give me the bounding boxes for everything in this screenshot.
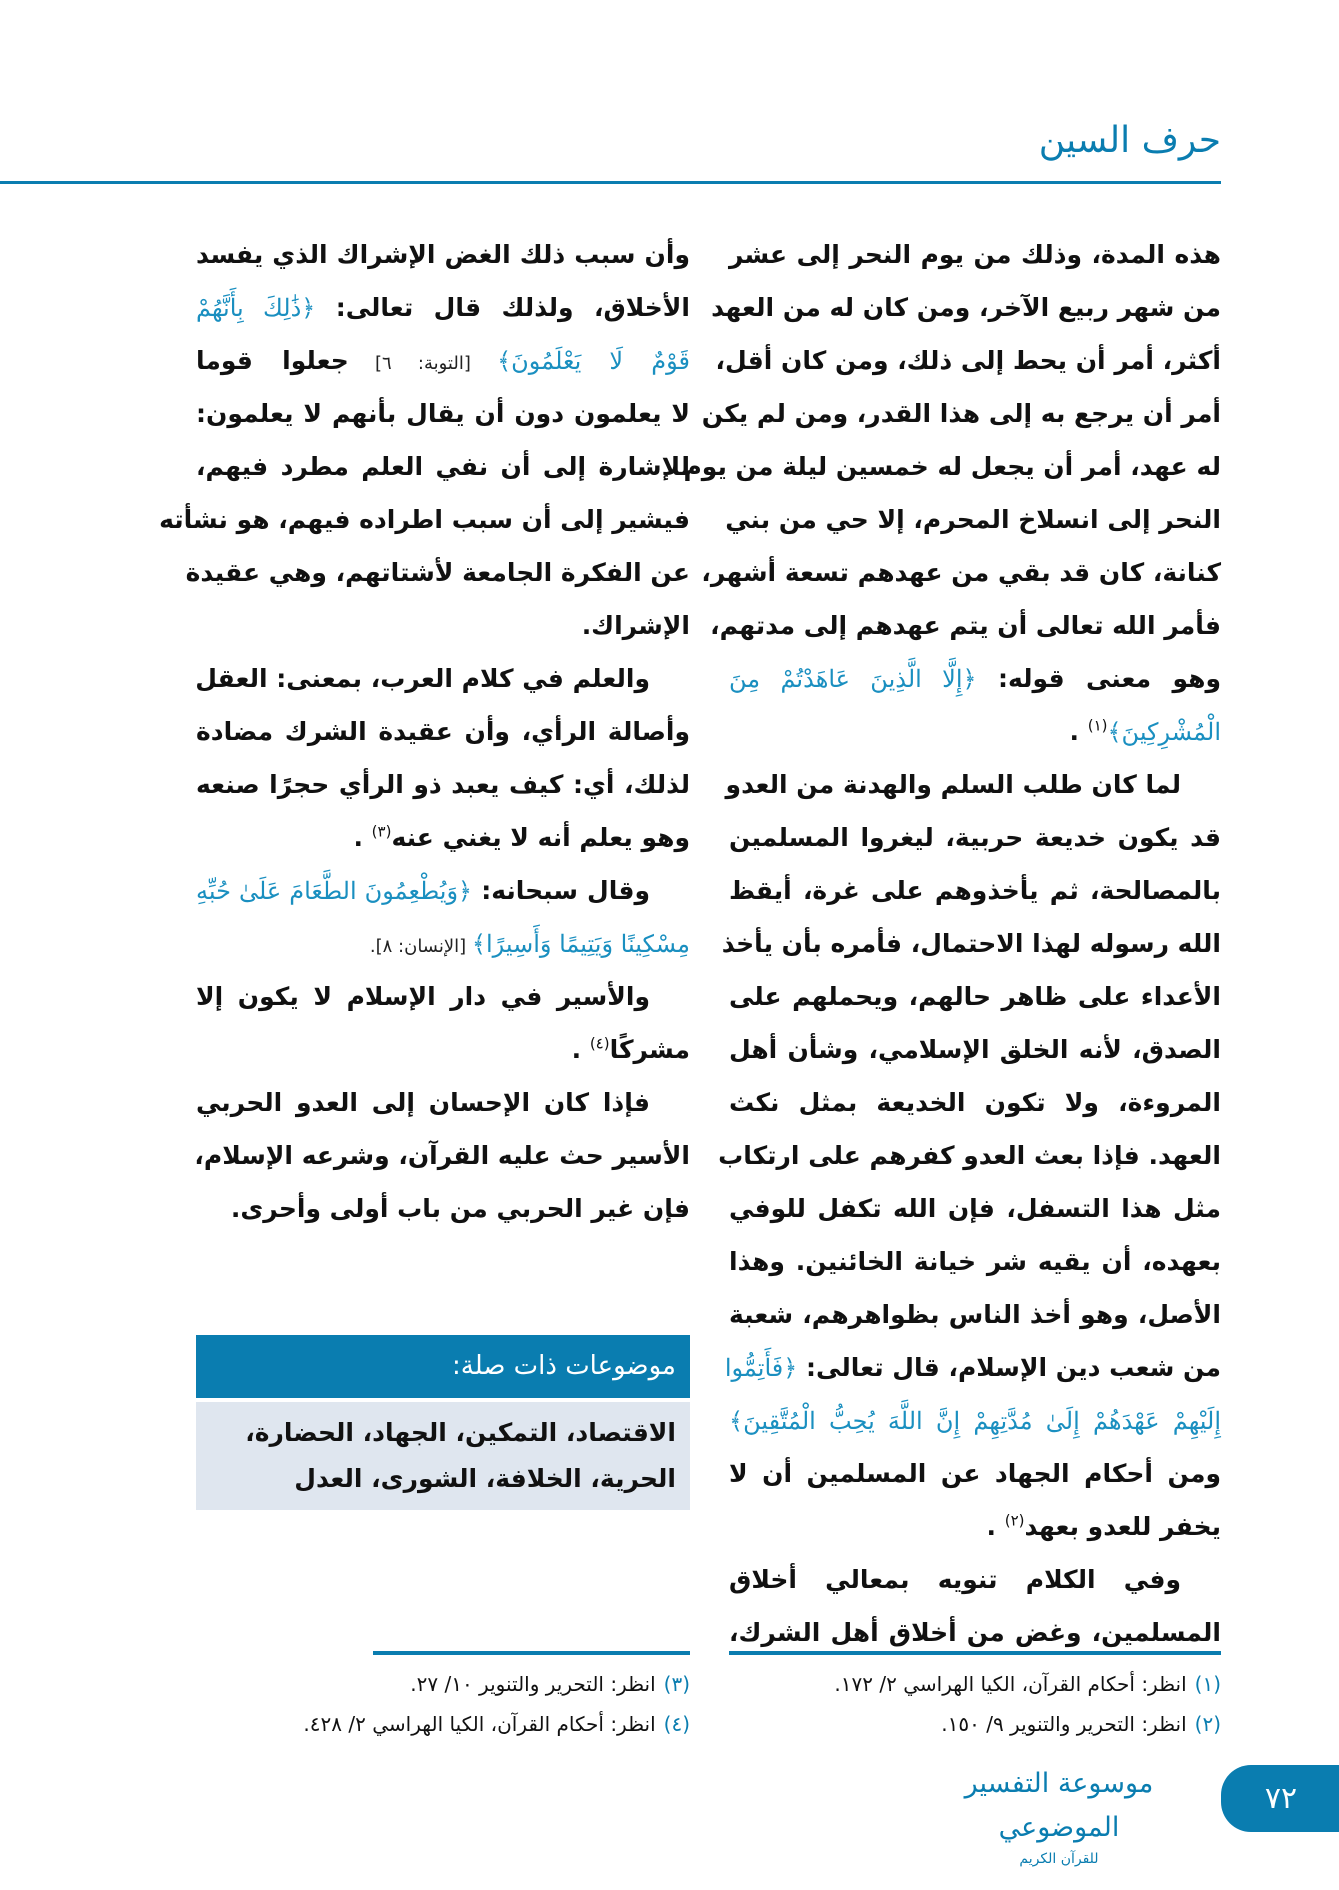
body-text: وأن سبب ذلك الغض الإشراك الذي يفسد: [196, 240, 690, 269]
footnote-text: انظر: التحرير والتنوير ٩/ ١٥٠.: [941, 1712, 1187, 1736]
footnote-rule-right: [729, 1651, 1221, 1655]
text-line: [729, 1394, 1221, 1447]
quran-verse: مِسْكِينًا وَيَتِيمًا وَأَسِيرًا﴾: [471, 930, 690, 958]
text-line: [729, 652, 1221, 705]
text-line: [196, 705, 690, 758]
related-topics-list: [196, 1402, 690, 1510]
footnote-marker: (٢): [1004, 1511, 1025, 1530]
text-line: [724, 1341, 1221, 1394]
body-text: مشركًا: [609, 1035, 690, 1064]
body-text: أكثر، أمر أن يحط إلى ذلك، ومن كان أقل،: [715, 346, 1221, 375]
verse-reference: [الإنسان: ٨].: [369, 936, 472, 957]
header-rule: [0, 181, 1221, 184]
body-text: الله رسوله لهذا الاحتمال، فأمره بأن يأخذ: [721, 929, 1221, 958]
body-text: بعهده، أن يقيه شر خيانة الخائنين. وهذا: [729, 1247, 1221, 1276]
footnote-text: انظر: أحكام القرآن، الكيا الهراسي ٢/ ١٧٢.: [834, 1672, 1187, 1696]
body-text: المروءة، ولا تكون الخديعة بمثل نكث: [729, 1088, 1221, 1117]
quran-verse: ﴿إِلَّا الَّذِينَ عَاهَدْتُمْ مِنَ: [729, 665, 977, 693]
body-text: وقال سبحانه:: [472, 876, 650, 905]
text-line: [729, 1447, 1221, 1500]
text-line: [196, 334, 690, 387]
quran-verse: الْمُشْرِكِينَ﴾: [1107, 718, 1221, 746]
logo-subtitle: للقرآن الكريم: [1019, 1851, 1099, 1867]
related-topics-line: الحرية، الخلافة، الشورى، العدل: [294, 1464, 676, 1493]
body-text: عن الفكرة الجامعة لأشتاتهم، وهي عقيدة: [185, 558, 690, 587]
text-line: [196, 1129, 690, 1182]
text-line: [729, 811, 1221, 864]
text-line: [185, 546, 690, 599]
body-text: .: [986, 1512, 1005, 1541]
body-text: لذلك، أي: كيف يعبد ذو الرأي حجرًا صنعه: [196, 770, 690, 799]
text-line: [196, 970, 690, 1023]
related-topics-title: موضوعات ذات صلة:: [196, 1335, 690, 1398]
text-line: [729, 1023, 1221, 1076]
text-line: [729, 228, 1221, 281]
footnote-number: (٣): [663, 1672, 690, 1696]
related-topics-box: [196, 1335, 690, 1510]
text-line: [701, 546, 1221, 599]
body-text: والأسير في دار الإسلام لا يكون إلا: [196, 982, 650, 1011]
body-text: من شهر ربيع الآخر، ومن كان له من العهد: [711, 293, 1221, 322]
text-line: [196, 1023, 690, 1076]
text-line: [196, 758, 690, 811]
body-text: .: [353, 823, 372, 852]
text-line: [196, 228, 690, 281]
text-line: [710, 599, 1221, 652]
body-text: .: [1069, 717, 1088, 746]
body-text: العهد. فإذا بعث العدو كفرهم على ارتكاب: [718, 1141, 1221, 1170]
text-line: [729, 1500, 1221, 1553]
body-text: الأخلاق، ولذلك قال تعالى:: [315, 293, 690, 322]
body-text: للإشارة إلى أن نفي العلم مطرد فيهم،: [196, 452, 690, 481]
body-text: الإشراك.: [581, 611, 690, 640]
text-line: [196, 387, 690, 440]
body-text: بالمصالحة، ثم يأخذوهم على غرة، أيقظ: [729, 876, 1221, 905]
text-line: [729, 1182, 1221, 1235]
footnote-text: انظر: التحرير والتنوير ١٠/ ٢٧.: [410, 1672, 656, 1696]
text-line: [196, 864, 690, 917]
text-line: [196, 1182, 690, 1235]
body-text: له عهد، أمر أن يجعل له خمسين ليلة من يوم: [683, 452, 1221, 481]
text-line: [159, 493, 690, 546]
text-line: [729, 1076, 1221, 1129]
body-text: هذه المدة، وذلك من يوم النحر إلى عشر: [729, 240, 1221, 269]
body-text: فيشير إلى أن سبب اطراده فيهم، هو نشأته: [159, 505, 690, 534]
verse-reference: [التوبة: ٦]: [348, 353, 498, 374]
body-text: مثل هذا التسفل، فإن الله تكفل للوفي: [729, 1194, 1221, 1223]
text-line: [196, 917, 690, 970]
body-text: وفي الكلام تنويه بمعالي أخلاق: [729, 1565, 1181, 1594]
footnotes-left: [196, 1664, 690, 1744]
footnote: [729, 1704, 1221, 1744]
text-line: [196, 440, 690, 493]
quran-verse: ﴿ذَٰلِكَ بِأَنَّهُمْ: [196, 294, 316, 322]
footnote-rule-left: [373, 1651, 690, 1655]
page-number: ٧٢: [1221, 1765, 1339, 1832]
text-line: [196, 811, 690, 864]
text-line: [715, 334, 1221, 387]
footnote-number: (٢): [1194, 1712, 1221, 1736]
footnote-marker: (٣): [371, 822, 392, 841]
text-line: [196, 281, 690, 334]
footnote: [729, 1664, 1221, 1704]
body-text: قد يكون خديعة حربية، ليغروا المسلمين: [729, 823, 1221, 852]
footnote: [196, 1704, 690, 1744]
body-text: لما كان طلب السلم والهدنة من العدو: [725, 770, 1181, 799]
text-line: [729, 1553, 1221, 1606]
footnotes-right: [729, 1664, 1221, 1744]
text-line: [729, 970, 1221, 1023]
related-topics-line: الاقتصاد، التمكين، الجهاد، الحضارة،: [245, 1418, 676, 1447]
footnote-number: (١): [1194, 1672, 1221, 1696]
body-text: الأصل، وهو أخذ الناس بظواهرهم، شعبة: [729, 1300, 1221, 1329]
text-line: [729, 1288, 1221, 1341]
text-line: [729, 705, 1221, 758]
text-line: [729, 864, 1221, 917]
body-text: فإن غير الحربي من باب أولى وأحرى.: [230, 1194, 690, 1223]
body-text: النحر إلى انسلاخ المحرم، إلا حي من بني: [725, 505, 1221, 534]
footnote: [196, 1664, 690, 1704]
body-text: ومن أحكام الجهاد عن المسلمين أن لا: [729, 1459, 1221, 1488]
body-text: وهو يعلم أنه لا يغني عنه: [391, 823, 690, 852]
text-line: [721, 917, 1221, 970]
text-line: [711, 281, 1221, 334]
body-text: وهو معنى قوله:: [976, 664, 1221, 693]
encyclopedia-logo: [934, 1762, 1184, 1867]
text-line: [196, 1076, 690, 1129]
right-column: [683, 228, 1221, 1659]
text-line: [196, 652, 690, 705]
quran-verse: قَوْمٌ لَا يَعْلَمُونَ﴾: [497, 347, 690, 375]
text-line: [701, 387, 1221, 440]
quran-verse: ﴿وَيُطْعِمُونَ الطَّعَامَ عَلَىٰ حُبِّهِ: [196, 877, 473, 905]
body-text: من شعب دين الإسلام، قال تعالى:: [797, 1353, 1221, 1382]
body-text: كنانة، كان قد بقي من عهدهم تسعة أشهر،: [701, 558, 1221, 587]
body-text: الأسير حث عليه القرآن، وشرعه الإسلام،: [194, 1141, 690, 1170]
quran-verse: إِلَيْهِمْ عَهْدَهُمْ إِلَىٰ مُدَّتِهِمْ إِنَّ اللَّهَ يُحِبُّ الْمُتَّقِينَ﴾: [729, 1407, 1221, 1435]
body-text: الأعداء على ظاهر حالهم، ويحملهم على: [729, 982, 1221, 1011]
footnote-marker: (١): [1087, 716, 1108, 735]
text-line: [683, 440, 1221, 493]
text-line: [718, 1129, 1221, 1182]
text-line: [725, 758, 1221, 811]
left-column: [159, 228, 690, 1235]
text-line: [725, 493, 1221, 546]
body-text: والعلم في كلام العرب، بمعنى: العقل: [195, 664, 650, 693]
body-text: الصدق، لأنه الخلق الإسلامي، وشأن أهل: [729, 1035, 1221, 1064]
quran-verse: ﴿فَأَتِمُّوا: [724, 1354, 798, 1382]
text-line: [729, 1235, 1221, 1288]
footnote-text: انظر: أحكام القرآن، الكيا الهراسي ٢/ ٤٢٨.: [303, 1712, 656, 1736]
body-text: .: [571, 1035, 590, 1064]
body-text: فأمر الله تعالى أن يتم عهدهم إلى مدتهم،: [710, 611, 1221, 640]
body-text: جعلوا قوما: [196, 346, 349, 375]
body-text: المسلمين، وغض من أخلاق أهل الشرك،: [729, 1618, 1221, 1647]
body-text: فإذا كان الإحسان إلى العدو الحربي: [196, 1088, 650, 1117]
chapter-title: حرف السين: [1038, 120, 1221, 161]
body-text: أمر أن يرجع به إلى هذا القدر، ومن لم يكن: [701, 399, 1221, 428]
footnote-number: (٤): [663, 1712, 690, 1736]
logo-title: موسوعة التفسير الموضوعي: [964, 1768, 1154, 1843]
body-text: لا يعلمون دون أن يقال بأنهم لا يعلمون:: [196, 399, 690, 428]
body-text: يخفر للعدو بعهد: [1024, 1512, 1221, 1541]
body-text: وأصالة الرأي، وأن عقيدة الشرك مضادة: [196, 717, 690, 746]
footnote-marker: (٤): [589, 1034, 610, 1053]
text-line: [196, 599, 690, 652]
